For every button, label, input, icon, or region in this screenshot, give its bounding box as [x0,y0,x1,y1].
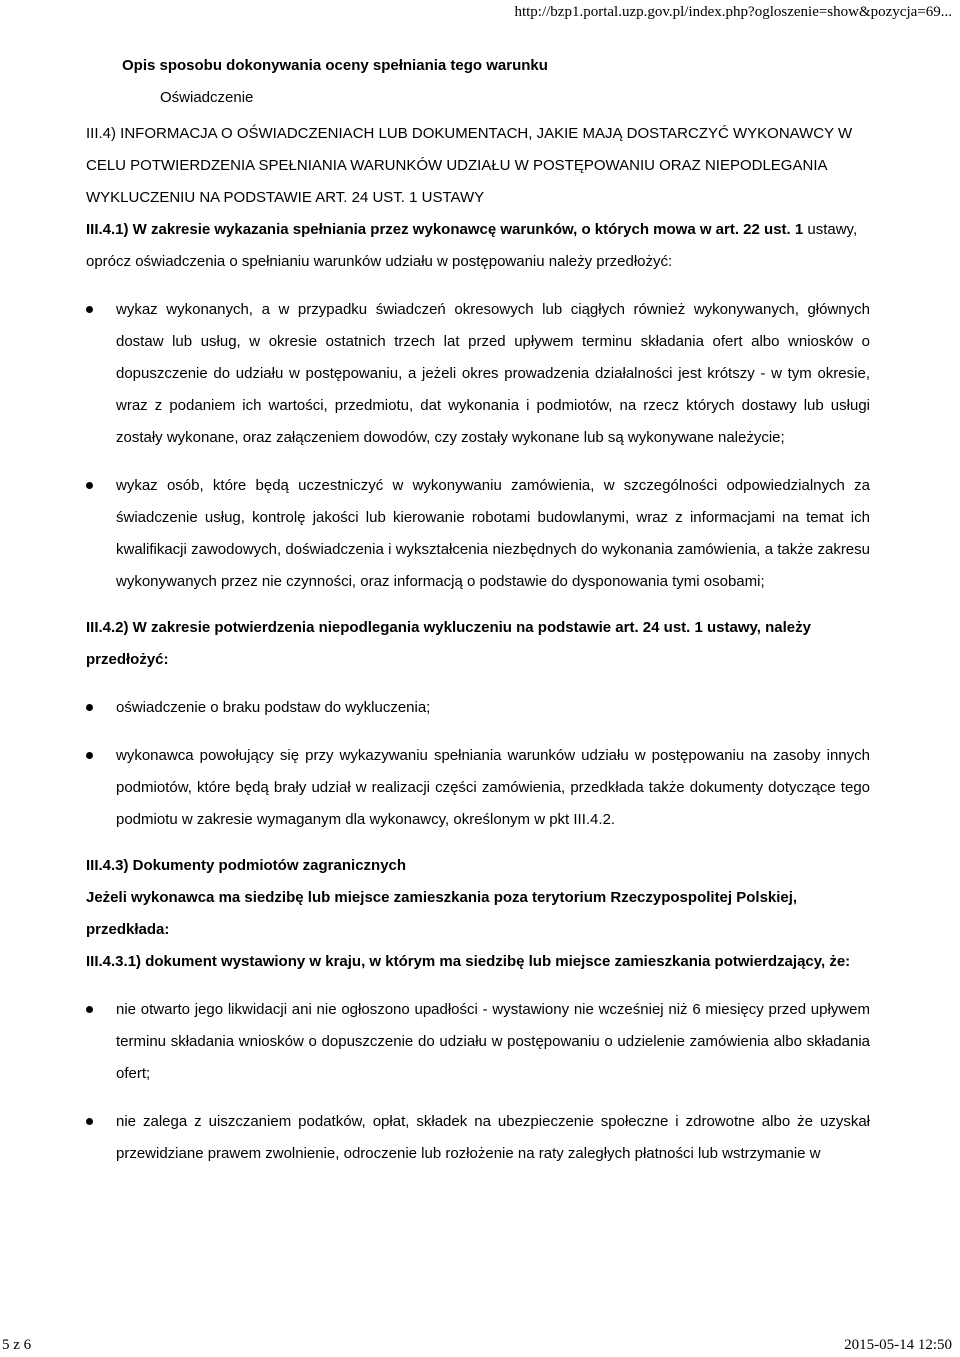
opis-title: Opis sposobu dokonywania oceny spełniania tego warunku [122,57,548,74]
document-body [86,56,870,1170]
list-item: wykonawca powołujący się przy wykazywaniu spełniania warunków udziału w postępowaniu na zasoby innych podmiotów, które będą brały udział w realizacji części zamówienia, przedkłada także dokumenty dotyczące tego podmiotu w zakresie wymaganym dla wykonawcy, określonym w pkt III.4.2. [86,740,870,836]
section-iii-4-1-lead [86,214,870,278]
section-iii-4-2-list [86,692,870,836]
section-iii-4-1-list [86,294,870,598]
page-url: http://bzp1.portal.uzp.gov.pl/index.php?ogloszenie=show&pozycja=69... [514,4,952,20]
list-item: nie otwarto jego likwidacji ani nie ogłoszono upadłości - wystawiony nie wcześniej niż 6 miesięcy przed upływem terminu składania wniosków o dopuszczenie do udziału w postępowaniu o udzielenie zamówienia albo składania ofert; [86,994,870,1090]
section-iii-4-2-lead: III.4.2) W zakresie potwierdzenia niepodlegania wykluczeniu na podstawie art. 24 ust. 1 ustawy, należy przedłożyć: [86,619,811,668]
list-item: nie zalega z uiszczaniem podatków, opłat, składek na ubezpieczenie społeczne i zdrowotne albo że uzyskał przewidziane prawem zwolnienie, odroczenie lub rozłożenie na raty zaległych płatności lub wstrzymanie w [86,1106,870,1170]
page-number: 5 z 6 [2,1337,32,1353]
list-item: wykaz osób, które będą uczestniczyć w wykonywaniu zamówienia, w szczególności odpowiedzialnych za świadczenie usług, kontrolę jakości lub kierowanie robotami budowlanymi, wraz z informacjami na temat ich kwalifikacji zawodowych, doświadczenia i wykształcenia niezbędnych do wykonania zamówienia, a także zakresu wykonywanych przez nie czynności, oraz informacją o podstawie do dysponowania tymi osobami; [86,470,870,598]
print-datetime: 2015-05-14 12:50 [844,1337,952,1353]
section-iii-4-title: III.4) INFORMACJA O OŚWIADCZENIACH LUB DOKUMENTACH, JAKIE MAJĄ DOSTARCZYĆ WYKONAWCY W CELU POTWIERDZENIA SPEŁNIANIA WARUNKÓW UDZIAŁU W POSTĘPOWANIU ORAZ NIEPODLEGANIA WYKLUCZENIU NA PODSTAWIE ART. 24 UST. 1 USTAWY [86,125,853,206]
list-item: oświadczenie o braku podstaw do wykluczenia; [86,692,870,724]
list-item: wykaz wykonanych, a w przypadku świadczeń okresowych lub ciągłych również wykonywanych, głównych dostaw lub usług, w okresie ostatnich trzech lat przed upływem terminu składania ofert albo wniosków o dopuszczenie do udziału w postępowaniu, a jeżeli okres prowadzenia działalności jest krótszy - w tym okresie, wraz z podaniem ich wartości, przedmiotu, dat wykonania i podmiotów, na rzecz których dostawy lub usługi zostały wykonane, oraz załączeniem dowodów, czy zostały wykonane lub są wykonywane należycie; [86,294,870,454]
section-iii-4-1-lead-bold: III.4.1) W zakresie wykazania spełniania przez wykonawcę warunków, o których mowa w art. 22 ust. 1 [86,221,804,238]
section-iii-4-3-1-list [86,994,870,1170]
section-iii-4-1-lead-rest: ustawy, oprócz oświadczenia o spełnianiu warunków udziału w postępowaniu należy przedłożyć: [86,221,858,270]
section-iii-4-3-title: III.4.3) Dokumenty podmiotów zagranicznych [86,857,407,874]
section-iii-4-3-1-lead: III.4.3.1) dokument wystawiony w kraju, w którym ma siedzibę lub miejsce zamieszkania potwierdzający, że: [86,953,851,970]
section-iii-4-3-subtitle: Jeżeli wykonawca ma siedzibę lub miejsce zamieszkania poza terytorium Rzeczypospolitej Polskiej, przedkłada: [86,889,798,938]
opis-value: Oświadczenie [160,89,254,106]
